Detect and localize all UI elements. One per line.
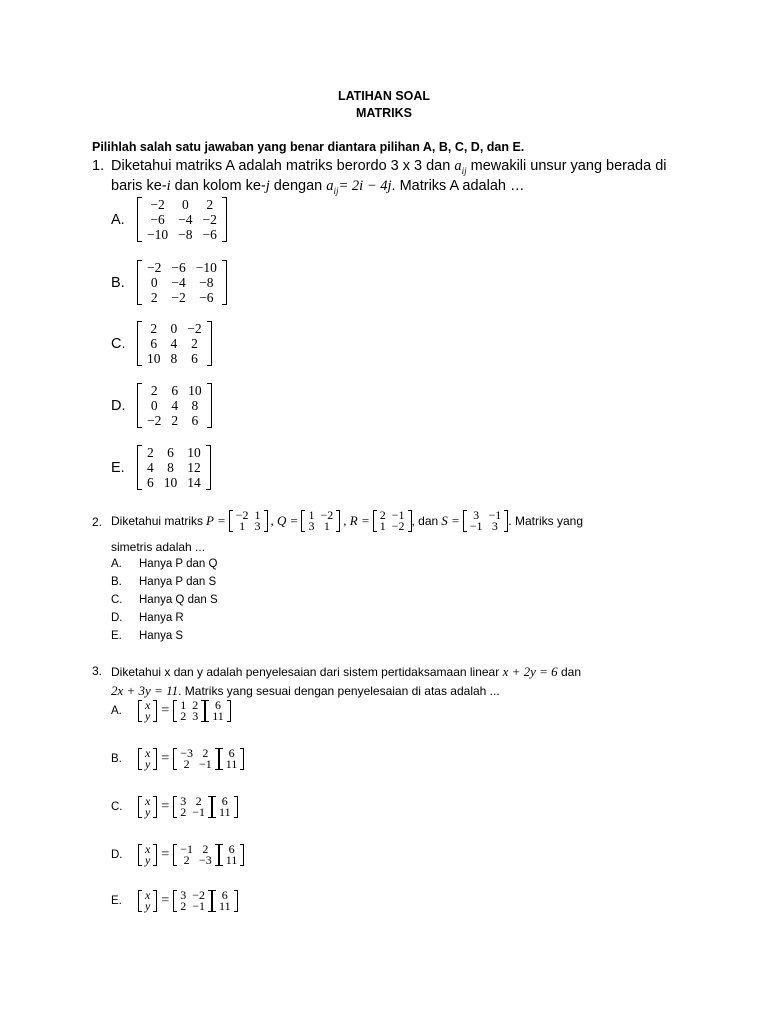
matrix-cell: 0 [181,197,189,212]
matrix-cell: 6 [221,794,228,808]
matrix-cell: 3 [473,508,480,522]
matrix-cell: −1 [199,757,212,771]
matrix-cell: 2 [180,899,187,913]
matrix-cell: 3 [180,888,187,902]
q1-option-a[interactable] [111,197,227,242]
equals-sign: = [161,751,170,766]
matrix-cell: 14 [187,475,201,490]
matrix-r [373,510,412,532]
right-bracket [153,700,157,722]
matrix-cell: 0 [150,275,158,290]
equals-sign: = [161,703,170,718]
matrix-cell: 1 [254,508,261,522]
matrix-cell: 1 [180,698,187,712]
option-matrix [137,321,212,366]
matrix-cell: y [145,757,151,771]
matrix-cell: −1 [180,842,194,856]
right-bracket [234,890,238,912]
rhs-vector [205,700,231,722]
matrix-cell: y [145,853,151,867]
matrix-cell: 2 [202,746,209,760]
matrix-cell: −2 [147,260,162,275]
right-bracket [222,260,227,305]
option-label: A. [111,705,122,717]
matrix-cell: 3 [491,519,498,533]
option-label: E. [111,630,122,642]
matrix-cell: −2 [202,212,217,227]
q2-option-d[interactable] [111,612,184,624]
matrix-cell: 11 [225,853,238,867]
matrix-cell: −1 [488,508,502,522]
matrix-cell: 2 [183,853,190,867]
matrix-cell: −8 [178,227,193,242]
matrix-cell: 11 [225,757,238,771]
option-matrix [173,844,219,866]
option-matrix [173,890,212,912]
q3-line2: 2x + 3y = 11. Matriks yang sesuai dengan penyelesaian di atas adalah ... [111,683,500,698]
right-bracket [207,383,212,428]
matrix-cell: 12 [187,460,201,475]
matrix-cell: 2 [150,321,158,336]
option-label: A. [111,558,122,570]
option-label: D. [111,849,123,861]
matrix-cell: 3 [308,519,315,533]
equals-sign: = [161,893,170,908]
q3-option-c[interactable] [111,796,238,818]
matrix-cell: 6 [150,336,158,351]
page-title: LATIHAN SOAL [337,89,431,103]
option-label: A. [111,211,125,228]
matrix-cell: 4 [170,336,178,351]
option-label: C. [111,335,126,352]
matrix-cell: 10 [147,351,161,366]
matrix-cell: y [145,805,151,819]
matrix-cell: 6 [228,746,235,760]
matrix-cell: −6 [150,212,165,227]
right-bracket [153,748,157,770]
q3-number: 3. [92,664,103,678]
q1-option-b[interactable] [111,260,227,305]
option-label: D. [111,612,123,624]
right-bracket [264,510,268,532]
option-matrix [137,260,227,305]
rhs-vector [212,890,238,912]
matrix-cell: x [145,746,151,760]
matrix-cell: 4 [147,460,154,475]
option-label: C. [111,801,123,813]
matrix-cell: −2 [320,508,334,522]
right-bracket [336,510,340,532]
q2-line1: Diketahui matriks P = −2 1 1 3 , Q = 1 −2 3 1 , R = 2 −1 1 −2 , dan S = 3 −1 −1 3 . Matriks yang [111,508,583,533]
matrix-cell: 1 [308,508,315,522]
right-bracket [227,700,231,722]
matrix-cell: 2 [379,508,386,522]
matrix-cell: 10 [163,475,178,490]
matrix-cell: 6 [171,383,179,398]
option-label: C. [111,594,123,606]
right-bracket [153,844,157,866]
matrix-cell: −3 [199,853,212,867]
right-bracket [153,890,157,912]
matrix-cell: 3 [192,709,199,723]
matrix-cell: −3 [180,746,194,760]
q3-option-b[interactable] [111,748,244,770]
option-label: B. [111,753,122,765]
option-text: Hanya R [139,612,184,624]
matrix-cell: 11 [219,805,231,819]
right-bracket [153,796,157,818]
q3-option-d[interactable] [111,844,244,866]
rhs-vector [212,796,238,818]
matrix-cell: 1 [239,519,246,533]
matrix-cell: −2 [171,290,186,305]
matrix-cell: −10 [147,227,169,242]
matrix-cell: −8 [199,275,214,290]
option-text: Hanya P dan Q [139,558,218,570]
option-text: Hanya Q dan S [139,594,218,606]
xy-vector [138,796,157,818]
instruction: Pilihlah salah satu jawaban yang benar diantara pilihan A, B, C, D, dan E. [92,140,525,154]
q2-option-c[interactable] [111,594,218,606]
right-bracket [206,445,211,490]
matrix-cell: 8 [170,351,178,366]
q2-option-b[interactable] [111,576,216,588]
matrix-cell: 10 [188,383,202,398]
rhs-vector [219,844,245,866]
matrix-s [463,510,509,532]
q2-number: 2. [92,515,103,529]
matrix-cell: −2 [147,413,162,428]
matrix-cell: −4 [178,212,193,227]
q2-option-e[interactable] [111,630,183,642]
matrix-cell: −6 [199,290,214,305]
q1-option-e[interactable] [111,445,211,490]
option-label: B. [111,576,122,588]
matrix-cell: −2 [192,888,206,902]
q1-option-d[interactable] [111,383,212,428]
xy-vector [138,844,157,866]
matrix-cell: 2 [171,413,179,428]
option-matrix [137,197,227,242]
matrix-cell: −6 [202,227,217,242]
option-text: Hanya S [139,630,184,642]
matrix-cell: x [145,794,151,808]
matrix-q [301,510,340,532]
xy-vector [138,748,157,770]
matrix-cell: 2 [150,383,158,398]
option-matrix [173,748,219,770]
q1-line1: Diketahui matriks A adalah matriks berordo 3 x 3 dan $a_{ij}$ mewakili unsur yang berada di [111,158,667,176]
matrix-cell: 8 [191,398,199,413]
matrix-cell: 2 [206,197,214,212]
q1-number: 1. [92,158,105,174]
matrix-cell: −6 [171,260,186,275]
page-subtitle: MATRIKS [355,106,412,120]
option-label: E. [111,895,122,907]
matrix-cell: 1 [323,519,330,533]
matrix-cell: 2 [202,842,209,856]
matrix-cell: y [145,709,151,723]
matrix-cell: 1 [379,519,386,533]
matrix-cell: −2 [235,508,249,522]
matrix-cell: 2 [195,794,202,808]
matrix-p [229,510,268,532]
matrix-cell: 2 [192,698,199,712]
matrix-cell: 2 [183,757,190,771]
matrix-cell: −4 [171,275,186,290]
matrix-cell: 11 [212,709,224,723]
matrix-cell: 10 [187,445,201,460]
matrix-cell: −1 [469,519,483,533]
q3-option-a[interactable] [111,700,231,722]
matrix-cell: −2 [391,519,405,533]
matrix-cell: 6 [221,888,228,902]
matrix-cell: 4 [171,398,179,413]
q3-line1: Diketahui x dan y adalah penyelesaian dari sistem pertidaksamaan linear x + 2y = 6 dan [111,664,582,679]
rhs-vector [219,748,245,770]
matrix-cell: −2 [187,321,202,336]
right-bracket [240,748,244,770]
matrix-cell: −10 [195,260,217,275]
right-bracket [234,796,238,818]
matrix-cell: y [145,899,151,913]
matrix-cell: 6 [215,698,222,712]
matrix-cell: 0 [170,321,178,336]
xy-vector [138,700,157,722]
option-matrix [173,796,212,818]
matrix-cell: 0 [150,398,158,413]
matrix-cell: 6 [191,351,198,366]
option-matrix [137,383,212,428]
matrix-cell: 11 [219,899,231,913]
q3-option-e[interactable] [111,890,238,912]
equals-sign: = [161,847,170,862]
q1-line2: baris ke-i dan kolom ke-j dengan $a_{ij}= 2i - 4j$. Matriks A adalah … [111,178,525,196]
matrix-cell: 3 [180,794,187,808]
option-label: E. [111,459,125,476]
matrix-cell: 6 [228,842,235,856]
xy-vector [138,890,157,912]
matrix-cell: 3 [254,519,261,533]
right-bracket [207,321,212,366]
q2-option-a[interactable] [111,558,217,570]
matrix-cell: 6 [167,445,174,460]
matrix-cell: 2 [180,805,187,819]
matrix-cell: x [145,842,151,856]
option-label: D. [111,397,126,414]
q1-option-c[interactable] [111,321,212,366]
matrix-cell: 2 [180,709,187,723]
q2-line2: simetris adalah ... [111,540,206,554]
matrix-cell: x [145,698,151,712]
matrix-cell: 2 [191,336,198,351]
option-label: B. [111,274,125,291]
option-matrix [173,700,205,722]
right-bracket [240,844,244,866]
matrix-cell: 2 [150,290,158,305]
equals-sign: = [161,799,170,814]
matrix-cell: 6 [147,475,154,490]
matrix-cell: 8 [167,460,174,475]
matrix-cell: −1 [391,508,405,522]
matrix-cell: x [145,888,151,902]
matrix-cell: 6 [191,413,199,428]
option-matrix [137,445,211,490]
right-bracket [222,197,227,242]
option-text: Hanya P dan S [139,576,217,588]
matrix-cell: −1 [192,805,206,819]
matrix-cell: −1 [192,899,206,913]
matrix-cell: 2 [147,445,154,460]
matrix-cell: −2 [150,197,165,212]
